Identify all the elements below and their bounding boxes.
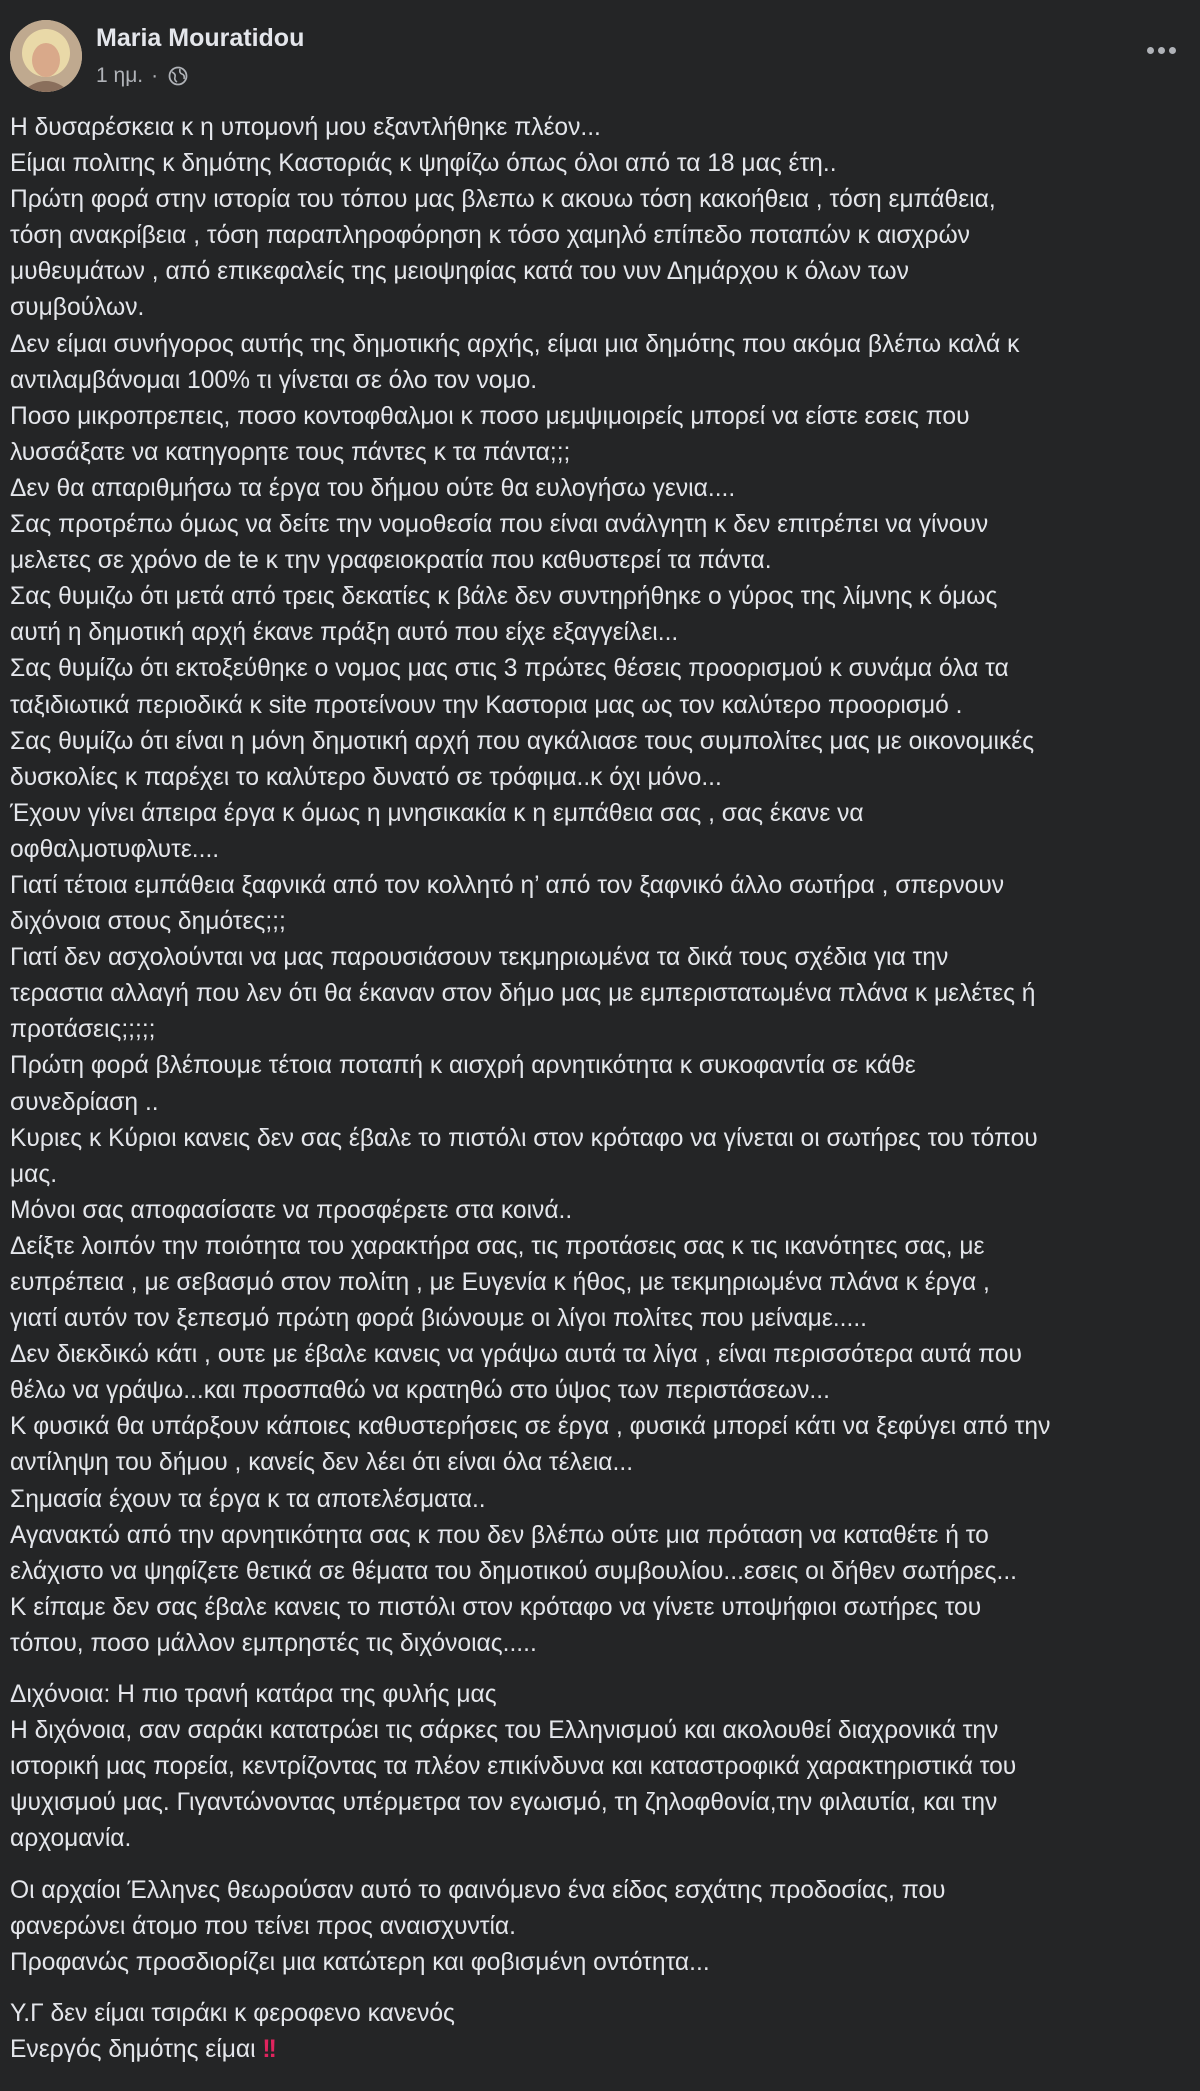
text-line: ταξιδιωτικά περιοδικά κ site προτείνουν την Καστορια μας ως τον καλύτερο προορισμό . [10,691,963,719]
text-line: Ενεργός δημότης είμαι !! [10,2035,275,2063]
author-name[interactable]: Maria Mouratidou [96,24,305,52]
text-line: αντίληψη του δήμου , κανείς δεν λέει ότι είναι όλα τέλεια... [10,1449,634,1477]
text-line: Κ είπαμε δεν σας έβαλε κανεις το πιστόλι στον κρόταφο να γίνετε υποψήφιοι σωτήρες του [10,1593,982,1621]
text-line: θέλω να γράψω...και προσπαθώ να κρατηθώ στο ύψος των περιστάσεων... [10,1377,830,1405]
text-line: Δείξτε λοιπόν την ποιότητα του χαρακτήρα σας, τις προτάσεις σας κ τις ικανότητες σας, με [10,1232,985,1260]
text-line: Σας προτρέπω όμως να δείτε την νομοθεσία που είναι ανάλγητη κ δεν επιτρέπει να γίνουν [10,511,989,539]
text-line: Η δυσαρέσκεια κ η υπομονή μου εξαντλήθηκε πλέον... [10,114,601,141]
text-line: Οι αρχαίοι Έλληνες θεωρούσαν αυτό το φαινόμενο ένα είδος εσχάτης προδοσίας, που [10,1876,946,1904]
text-line: Δεν θα απαριθμήσω τα έργα του δήμου ούτε θα ευλογήσω γενια.... [10,474,736,502]
text-line: αντιλαμβάνομαι 100% τι γίνεται σε όλο τον νομο. [10,366,538,394]
text-line: τεραστια αλλαγή που λεν ότι θα έκαναν στον δήμο μας με εμπεριστατωμένα πλάνα κ μελέτες ή [10,980,1036,1008]
text-line: γιατί αυτόν τον ξεπεσμό πρώτη φορά βιώνουμε οι λίγοι πολίτες που μείναμε..... [10,1305,867,1333]
text-line: οφθαλμοτυφλυτε.... [10,835,220,863]
text-line: Κυριες κ Κύριοι κανεις δεν σας έβαλε το πιστόλι στον κρόταφο να γίνεται οι σωτήρες του τόπου [10,1124,1038,1152]
text-line: μας. [10,1160,58,1188]
text-line: Δεν διεκδικώ κάτι , ουτε με έβαλε κανεις να γράψω αυτά τα λίγα , είναι περισσότερα αυτά που [10,1341,1022,1369]
text-line: λυσσάξατε να κατηγορητε τους πάντες κ τα πάντα;;; [10,438,571,466]
text-line: συνεδρίαση .. [10,1088,159,1116]
text-line: ελάχιστο να ψηφίζετε θετικά σε θέματα του δημοτικού συμβουλίου...εσεις οι δήθεν σωτήρες... [10,1557,1018,1585]
post-text [10,110,1200,2068]
text-line: Έχουν γίνει άπειρα έργα κ όμως η μνησικακία κ η εμπάθεια σας , σας έκανε να [10,799,864,827]
meta-separator: · [151,64,159,87]
text-line: Η διχόνοια, σαν σαράκι κατατρώει τις σάρκες του Ελληνισμού και ακολουθεί διαχρονικά την [10,1717,999,1745]
text-line: ψυχισμού μας. Γιγαντώνοντας υπέρμετρα τον εγωισμό, τη ζηλοφθονία,την φιλαυτία, και την [10,1789,998,1817]
text-line: μελετες σε χρόνο de te κ την γραφειοκρατία που καθυστερεί τα πάντα. [10,547,772,575]
text-line: αυτή η δημοτική αρχή έκανε πράξη αυτό που είχε εξαγγείλει... [10,619,679,647]
text-line: Μόνοι σας αποφασίσατε να προσφέρετε στα κοινά.. [10,1196,573,1224]
post-time[interactable]: 1 ημ. [96,64,144,87]
text-line: Πρώτη φορά βλέπουμε τέτοια ποταπή κ αισχρή αρνητικότητα κ συκοφαντία σε κάθε [10,1052,916,1080]
avatar[interactable] [10,20,82,92]
text-line: Δεν είμαι συνήγορος αυτής της δημοτικής αρχής, είμαι μια δημότης που ακόμα βλέπω καλά κ [10,330,1020,358]
text-line: Σας θυμίζω ότι είναι η μόνη δημοτική αρχή που αγκάλιασε τους συμπολίτες μας με οικονομικές [10,727,1035,755]
double-exclamation-icon: !! [262,2035,275,2063]
avatar-photo [10,20,82,92]
text-line: ευπρέπεια , με σεβασμό στον πολίτη , με Ευγενία κ ήθος, με τεκμηριωμένα πλάνα κ έργα , [10,1269,990,1296]
text-line: Γιατί τέτοια εμπάθεια ξαφνικά από τον κολλητό η’ από τον ξαφνικό άλλο σωτήρα , σπερνουν [10,871,1005,899]
text-line: Είμαι πολιτης κ δημότης Καστοριάς κ ψηφίζω όπως όλοι από τα 18 μας έτη.. [10,150,837,178]
text-line: ιστορική μας πορεία, κεντρίζοντας τα πλέον επικίνδυνα και καταστροφικά χαρακτηριστικά του [10,1753,1017,1781]
text-line: Αγανακτώ από την αρνητικότητα σας κ που δεν βλέπω ούτε μια πρόταση να καταθέτε ή το [10,1521,989,1549]
text-line: Διχόνοια: Η πιο τρανή κατάρα της φυλής μας [10,1681,497,1709]
text-line: διχόνοια στους δημότες;;; [10,908,286,936]
text-line: Γιατί δεν ασχολούνται να μας παρουσιάσουν τεκμηριωμένα τα δικά τους σχέδια για την [10,944,949,972]
more-options-icon[interactable] [1136,32,1186,68]
text-line: Υ.Γ δεν είμαι τσιράκι κ φεροφενο κανενός [10,1999,455,2027]
text-line: Ποσο μικροπρεπεις, ποσο κοντοφθαλμοι κ ποσο μεμψιμοιρείς μπορεί να είστε εσεις που [10,402,970,430]
text-line: δυσκολίες κ παρέχει το καλύτερο δυνατό σε τρόφιμα..κ όχι μόνο... [10,763,722,791]
text-line: αρχομανία. [10,1825,132,1853]
paragraph-4 [10,1996,1200,2068]
paragraph-3 [10,1873,1200,1981]
globe-icon[interactable] [168,66,188,86]
text-line: Σας θυμίζω ότι εκτοξεύθηκε ο νομος μας στις 3 πρώτες θέσεις προορισμού κ συνάμα όλα τα [10,655,1009,683]
text-line: Προφανώς προσδιορίζει μια κατώτερη και φοβισμένη οντότητα... [10,1948,710,1976]
post-meta [96,64,188,88]
text-line: συμβούλων. [10,294,145,322]
text-line: φανερώνει άτομο που τείνει προς αναισχυντία. [10,1912,516,1940]
post-header [0,0,1200,110]
text-line: προτάσεις;;;;; [10,1016,156,1044]
text-line: Σημασία έχουν τα έργα κ τα αποτελέσματα.. [10,1485,486,1513]
text-line: Σας θυμιζω ότι μετά από τρεις δεκατίες κ βάλε δεν συντηρήθηκε ο γύρος της λίμνης κ όμως [10,583,998,611]
paragraph-2 [10,1677,1200,1857]
text-line: Πρώτη φορά στην ιστορία του τόπου μας βλεπω κ ακουω τόση κακοήθεια , τόση εμπάθεια, [10,186,996,214]
text-line: μυθευμάτων , από επικεφαλείς της μειοψηφίας κατά του νυν Δημάρχου κ όλων των [10,258,909,286]
text-line: Κ φυσικά θα υπάρξουν κάποιες καθυστερήσεις σε έργα , φυσικά μπορεί κάτι να ξεφύγει από την [10,1413,1051,1441]
paragraph-1 [10,110,1200,1662]
text-line: τόπου, ποσο μάλλον εμπρηστές τις διχόνοιας..... [10,1629,537,1657]
text-line: τόση ανακρίβεια , τόση παραπληροφόρηση κ τόσο χαμηλό επίπεδο ποταπών κ αισχρών [10,222,970,250]
